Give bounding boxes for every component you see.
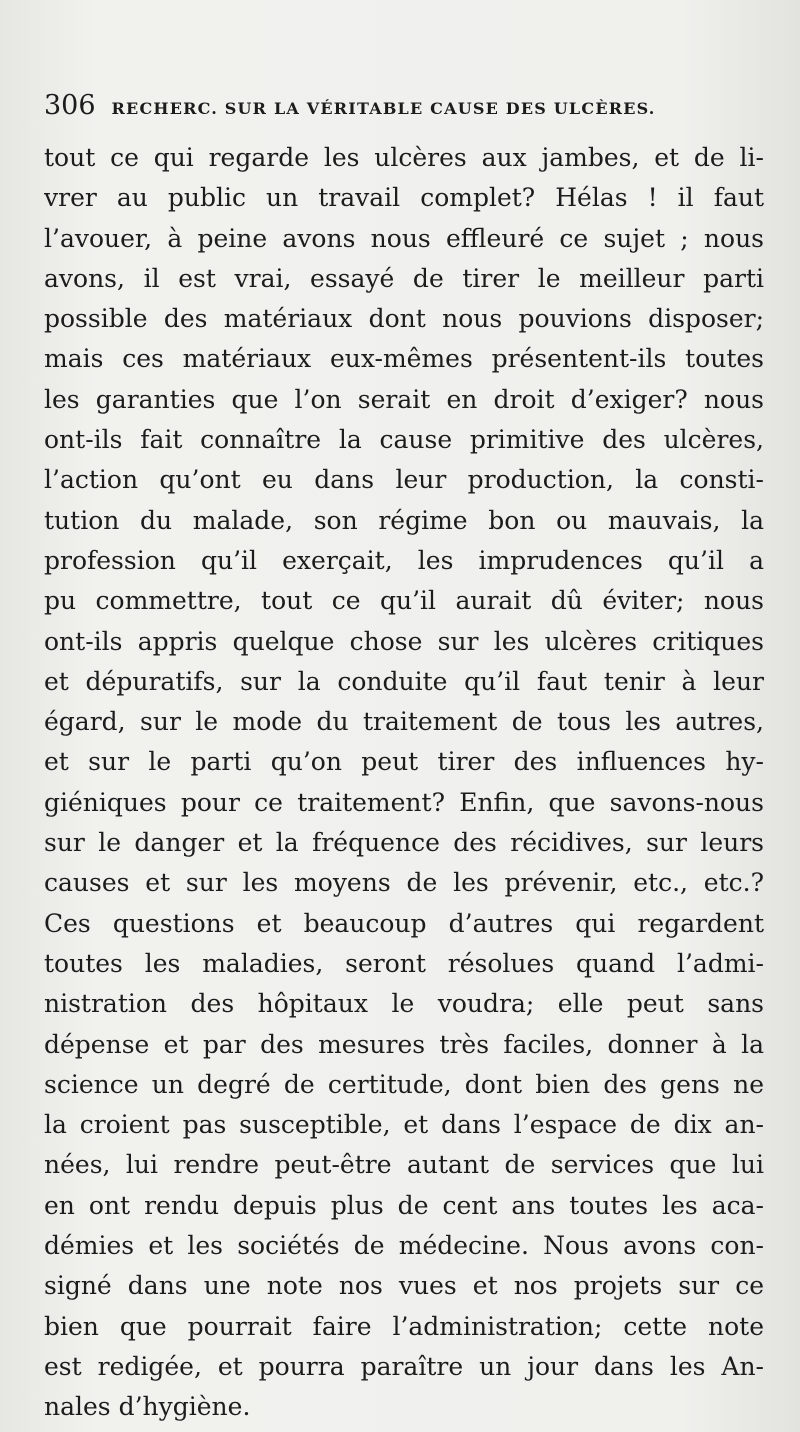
text-line: avons, il est vrai, essayé de tirer le meilleur parti [44,263,764,293]
text-line: les garanties que l’on serait en droit d’exiger? nous [44,384,764,414]
text-line: tution du malade, son régime bon ou mauvais, la [44,505,764,535]
text-line: toutes les maladies, seront résolues quand l’admi- [44,948,764,978]
text-line: causes et sur les moyens de les prévenir, etc., etc.? [44,868,764,898]
text-line: l’action qu’ont eu dans leur production, la consti- [44,465,764,495]
text-line: bien que pourrait faire l’administration; cette note [44,1311,764,1341]
text-line: démies et les sociétés de médecine. Nous avons con- [44,1231,764,1261]
text-line: sur le danger et la fréquence des récidives, sur leurs [44,828,764,858]
text-line: et dépuratifs, sur la conduite qu’il faut tenir à leur [44,666,764,696]
text-line: ont-ils appris quelque chose sur les ulcères critiques [44,626,764,656]
text-line: signé dans une note nos vues et nos projets sur ce [44,1271,764,1301]
text-line: nistration des hôpitaux le voudra; elle peut sans [44,989,764,1019]
text-line: en ont rendu depuis plus de cent ans toutes les aca- [44,1190,764,1220]
text-line: mais ces matériaux eux-mêmes présentent-ils toutes [44,344,764,374]
text-line: égard, sur le mode du traitement de tous les autres, [44,707,764,737]
text-line: vrer au public un travail complet? Hélas ! il faut [44,183,764,213]
text-line: Ces questions et beaucoup d’autres qui regardent [44,908,764,938]
text-line: ont-ils fait connaître la cause primitive des ulcères, [44,425,764,455]
text-line: possible des matériaux dont nous pouvions disposer; [44,304,764,334]
text-line: tout ce qui regarde les ulcères aux jambes, et de li- [44,143,764,172]
text-line: dépense et par des mesures très faciles, donner à la [44,1029,764,1059]
text-line: est redigée, et pourra paraître un jour dans les An- [44,1351,764,1381]
text-line: nales d’hygiène. [44,1392,251,1422]
text-line: giéniques pour ce traitement? Enfin, que savons-nous [44,787,764,817]
text-line: l’avouer, à peine avons nous effleuré ce sujet ; nous [44,223,764,253]
text-line: pu commettre, tout ce qu’il aurait dû éviter; nous [44,586,764,616]
page-number: 306 [44,90,96,121]
text-line: la croient pas susceptible, et dans l’espace de dix an- [44,1110,764,1140]
page-header [44,90,764,130]
text-line: et sur le parti qu’on peut tirer des influences hy- [44,747,764,777]
text-line: profession qu’il exerçait, les imprudences qu’il a [44,545,764,575]
body-text [44,138,764,1428]
text-line: science un degré de certitude, dont bien des gens ne [44,1069,764,1099]
text-line: nées, lui rendre peut-être autant de services que lui [44,1150,764,1180]
running-head: RECHERC. SUR LA VÉRITABLE CAUSE DES ULCÈRES. [111,99,656,118]
